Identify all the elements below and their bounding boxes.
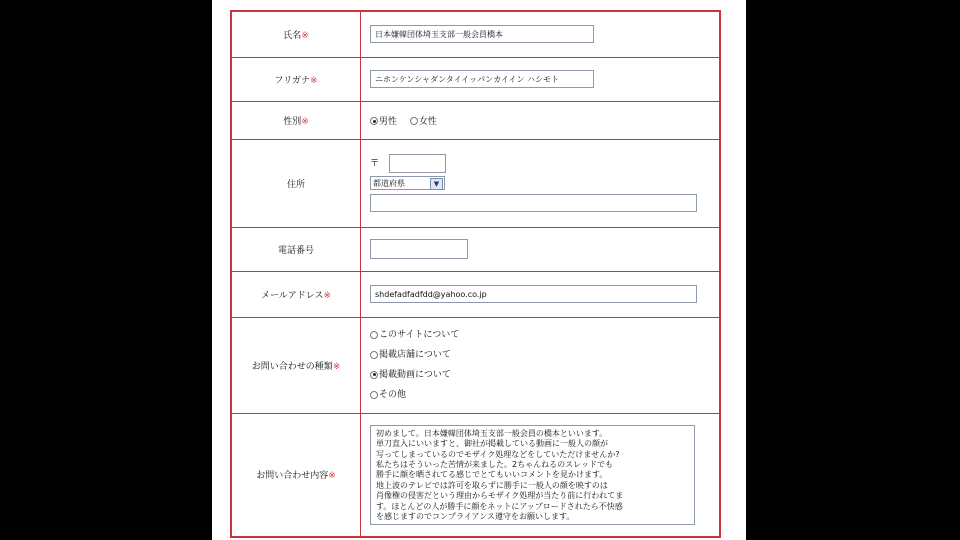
phone-label: 電話番号: [231, 227, 361, 271]
gender-option-female[interactable]: 女性: [410, 114, 437, 127]
radio-selected-icon[interactable]: [370, 117, 378, 125]
required-mark: ※: [310, 75, 318, 86]
gender-option-male[interactable]: 男性: [370, 114, 397, 127]
inquiry-option-video[interactable]: 掲載動画について: [370, 365, 718, 385]
inquiry-option-site[interactable]: このサイトについて: [370, 325, 718, 345]
furigana-label: フリガナ※: [231, 57, 361, 101]
name-input[interactable]: 日本嫌韓団体埼玉支部一般会員橋本: [370, 25, 594, 43]
furigana-row: [231, 57, 720, 101]
postal-code-input[interactable]: [389, 154, 446, 173]
inquiry-content-label: お問い合わせ内容※: [231, 413, 361, 537]
furigana-input[interactable]: ニホンケンシャダンタイイッパンカイイン ハシモト: [370, 70, 594, 88]
radio-icon[interactable]: [370, 351, 378, 359]
address-row: [231, 139, 720, 227]
required-mark: ※: [301, 116, 309, 127]
form-page: [212, 0, 746, 540]
address-input[interactable]: [370, 194, 697, 212]
name-label: 氏名※: [231, 11, 361, 57]
radio-selected-icon[interactable]: [370, 371, 378, 379]
postal-mark: 〒: [370, 159, 380, 169]
address-label: 住所: [231, 139, 361, 227]
radio-icon[interactable]: [370, 391, 378, 399]
inquiry-option-other[interactable]: その他: [370, 385, 718, 405]
required-mark: ※: [332, 361, 341, 372]
gender-label: 性別※: [231, 101, 361, 139]
radio-icon[interactable]: [410, 117, 418, 125]
inquiry-option-store[interactable]: 掲載店舗について: [370, 345, 718, 365]
inquiry-content-row: [231, 413, 720, 537]
radio-icon[interactable]: [370, 331, 378, 339]
email-input[interactable]: shdefadfadfdd@yahoo.co.jp: [370, 285, 697, 303]
email-row: [231, 271, 720, 317]
name-row: [231, 11, 720, 57]
required-mark: ※: [328, 471, 336, 482]
phone-input[interactable]: [370, 239, 468, 259]
required-mark: ※: [301, 30, 309, 41]
prefecture-select[interactable]: 都道府県 ▼: [370, 176, 445, 190]
email-label: メールアドレス※: [231, 271, 361, 317]
gender-row: [231, 101, 720, 139]
required-mark: ※: [323, 290, 332, 301]
inquiry-type-row: [231, 317, 720, 413]
chevron-down-icon[interactable]: ▼: [430, 178, 443, 190]
inquiry-content-textarea[interactable]: 初めまして。日本嫌韓団体埼玉支部一般会員の橋本といいます。 単刀直入にいいますと、御社が掲載している動画に一般人の顔が 写ってしまっているのでモザイク処理などをしていただけませんか? 私たちはそういった苦情が来ました。2ちゃんねるのスレッドでも 勝手に顔を晒されてる感じでとてもいいコメントを見かけます。 地上波のテレビでは許可を取らずに勝手に一般人の顔を映すのは 肖像権の侵害だという理由からモザイク処理が当たり前に行われてま す。ほとんどの人が勝手に顔をネットにアップロードされたら不快感 を感じますのでコンプライアンス遵守をお願いします。: [370, 425, 695, 525]
phone-row: [231, 227, 720, 271]
contact-form: [230, 10, 721, 538]
inquiry-type-label: お問い合わせの種類※: [231, 317, 361, 413]
